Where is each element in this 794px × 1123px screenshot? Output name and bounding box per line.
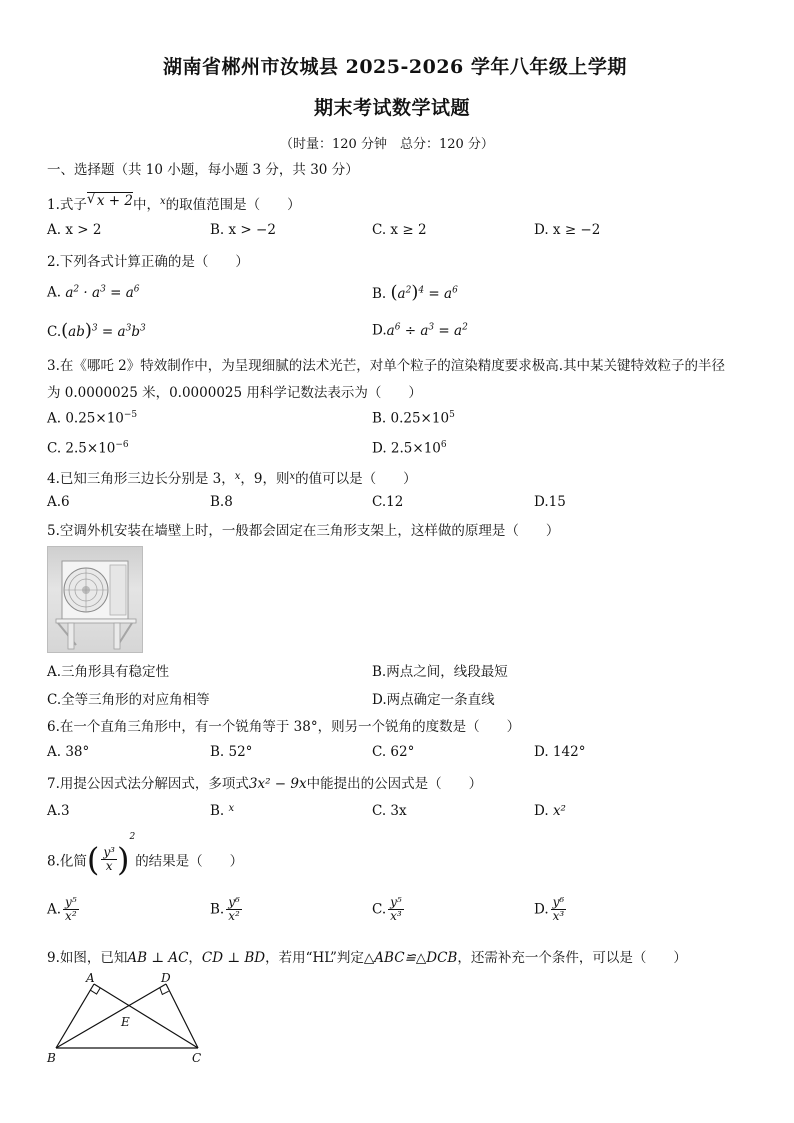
q4-option-c: C.12: [372, 494, 404, 510]
q4-var: x: [234, 471, 241, 482]
q4-pre: 4.已知三角形三边长分别是 3，: [47, 471, 235, 487]
q9-cond1: AB ⊥ AC: [127, 950, 189, 966]
q7-pre: 7.用提公因式法分解因式，多项式: [47, 776, 249, 792]
q1-option-a: A. x > 2: [47, 222, 102, 238]
q9-geometry-figure: [40, 970, 220, 1070]
q8-exp: 2: [129, 832, 136, 842]
question-7: [47, 772, 482, 792]
q7-option-d: [534, 803, 566, 819]
q7-b-var: x: [228, 803, 235, 814]
right-angle-mark-d: [160, 988, 169, 995]
q6-option-d: D. 142°: [534, 744, 586, 760]
q7-expr: 3x² − 9x: [248, 776, 307, 792]
q2-c-label: C.: [47, 324, 62, 340]
q7-post: 中能提出的公因式是（ ）: [306, 776, 483, 792]
point-label-c: C: [192, 1051, 202, 1065]
q9-stem-b: ，若用“HL”判定: [265, 950, 364, 966]
q8-d-den: x³: [552, 909, 565, 924]
q4-var2: x: [289, 471, 296, 482]
section-heading: 一、选择题（共 10 小题，每小题 3 分，共 30 分）: [47, 162, 359, 178]
q7-option-b: [210, 803, 234, 819]
q8-b-label: B.: [210, 901, 225, 918]
q3-a-text: A. 0.25×10: [47, 410, 124, 427]
question-1: [47, 192, 301, 213]
q3-c-exp: −6: [115, 440, 129, 450]
question-9: [47, 946, 687, 966]
q5-option-b: B.两点之间，线段最短: [372, 664, 508, 680]
q8-b-num: y⁶: [228, 895, 240, 909]
q1-mid: 中，: [133, 197, 160, 213]
segment-bd: [56, 984, 166, 1048]
question-3-line2: 为 0.0000025 米，0.0000025 用科学记数法表示为（ ）: [47, 385, 422, 401]
q7-option-c: C. 3x: [372, 803, 407, 819]
q5-option-d: D.两点确定一条直线: [372, 692, 495, 708]
q3-d-text: D. 2.5×10: [372, 440, 441, 457]
q8-c-label: C.: [372, 901, 387, 918]
q8-c-den: x³: [390, 909, 402, 924]
question-2: 2.下列各式计算正确的是（ ）: [47, 254, 249, 270]
question-3-line1: 3.在《哪吒 2》特效制作中，为呈现细腻的法术光芒，对单个粒子的渲染精度要求极高.其中某关键特效粒子的半径: [47, 358, 726, 374]
q3-option-c: [47, 440, 129, 457]
point-label-e: E: [121, 1015, 130, 1029]
q4-post: 的值可以是（ ）: [295, 471, 417, 487]
q8-fraction: [101, 846, 117, 873]
q1-post: 的取值范围是（ ）: [165, 197, 301, 213]
q1-option-b: B. x > −2: [210, 222, 276, 238]
question-6: 6.在一个直角三角形中，有一个锐角等于 38°，则另一个锐角的度数是（ ）: [47, 719, 521, 735]
q3-option-b: [372, 410, 455, 427]
exam-meta: （时量：120 分钟 总分：120 分）: [280, 137, 494, 152]
q4-option-b: B.8: [210, 494, 233, 510]
q5-option-a: A.三角形具有稳定性: [47, 664, 170, 680]
q9-congruence: △ABC≌△DCB: [363, 950, 458, 966]
q2-b-label: B.: [372, 286, 387, 302]
q3-c-text: C. 2.5×10: [47, 440, 116, 457]
question-8: 8.化简( $\frac{\text{y³}}{x}$ )$^2$的结果是（ ）: [47, 832, 244, 879]
q8-b-den: x²: [228, 909, 240, 924]
air-conditioner-illustration: [48, 547, 142, 652]
q3-b-text: B. 0.25×10: [372, 410, 450, 427]
q8-pre: 8.化简: [47, 853, 87, 870]
question-4: [47, 467, 417, 487]
point-label-b: B: [47, 1051, 56, 1065]
q8-d-label: D.: [534, 901, 549, 918]
q7-d-label: D.: [534, 803, 549, 819]
q8-a-num: y⁵: [65, 895, 77, 909]
q8-num: y³: [103, 844, 115, 859]
q2-d-label: D.: [372, 322, 387, 339]
exam-title-line1: 湖南省郴州市汝城县 2025-2026 学年八年级上学期: [163, 56, 627, 78]
q4-option-d: D.15: [534, 494, 566, 510]
q6-option-c: C. 62°: [372, 744, 415, 760]
q3-a-exp: −5: [123, 410, 138, 420]
question-5: 5.空调外机安装在墙壁上时，一般都会固定在三角形支架上，这样做的原理是（ ）: [47, 523, 560, 539]
q1-option-d: D. x ≥ −2: [534, 222, 601, 238]
q8-a-label: A.: [47, 901, 62, 918]
segment-ab: [56, 984, 94, 1048]
q8-option-d: [534, 896, 566, 923]
q8-post: 的结果是（ ）: [135, 853, 244, 870]
q8-a-den: x²: [65, 909, 77, 924]
q2-option-d: $D.a^6 \div a^3 = a^2$: [372, 322, 468, 339]
q7-d-var: x²: [552, 803, 566, 819]
q8-option-a: [47, 896, 79, 923]
q5-option-c: C.全等三角形的对应角相等: [47, 692, 210, 708]
q7-b-label: B.: [210, 803, 225, 819]
exam-title-line2: 期末考试数学试题: [314, 97, 471, 119]
q7-option-a: A.3: [47, 803, 70, 819]
q8-option-c: [372, 896, 404, 923]
q2-option-c: $C.(ab)^3 = a^3b^3$: [47, 320, 146, 341]
q9-sep: ，: [188, 950, 202, 966]
q8-den: x: [105, 859, 113, 873]
q6-option-a: A. 38°: [47, 744, 90, 760]
q9-stem-c: ，还需补充一个条件，可以是（ ）: [457, 950, 687, 966]
q1-pre: 1.式子: [47, 197, 87, 213]
q3-option-a: [47, 410, 137, 427]
q8-c-num: y⁵: [390, 895, 402, 909]
q3-b-exp: 5: [449, 410, 455, 420]
q9-stem-a: 9.如图，已知: [47, 950, 128, 966]
q3-d-exp: 6: [440, 440, 447, 450]
q4-option-a: A.6: [47, 494, 70, 510]
q9-cond2: CD ⊥ BD: [201, 950, 266, 966]
point-label-a: A: [86, 971, 95, 985]
q2-option-b: B. $(a^2)^4 = a^6$: [372, 282, 458, 303]
q1-radicand: x + 2: [96, 193, 133, 209]
air-conditioner-photo: [47, 546, 143, 653]
q2-option-a: A. $a^2 \cdot a^3 = a^6$: [47, 284, 140, 301]
q1-sqrt: √ x + 2: [86, 191, 133, 209]
q8-option-b: [210, 896, 242, 923]
q6-option-b: B. 52°: [210, 744, 253, 760]
q1-var: x: [160, 196, 166, 207]
q1-option-c: C. x ≥ 2: [372, 222, 427, 238]
q2-a-label: A.: [47, 284, 62, 301]
point-label-d: D: [161, 971, 171, 985]
q3-option-d: [372, 440, 447, 457]
q8-d-num: y⁶: [552, 895, 565, 909]
q4-mid: ，9，则: [240, 471, 290, 487]
